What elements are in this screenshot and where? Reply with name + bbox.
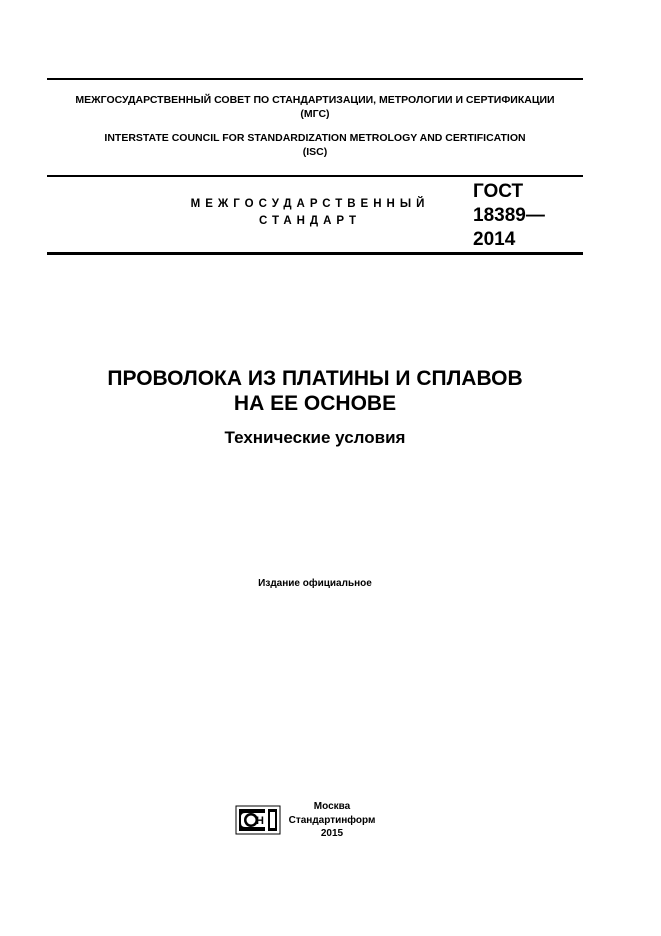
middle-rule — [47, 175, 583, 177]
bottom-rule — [47, 252, 583, 255]
document-title-line2: НА ЕЕ ОСНОВЕ — [233, 392, 397, 415]
edition-label: Издание официальное — [258, 578, 372, 589]
designation-prefix: ГОСТ — [473, 181, 524, 202]
document-title — [47, 366, 583, 416]
top-rule — [47, 78, 583, 80]
standard-designation — [473, 180, 545, 252]
svg-text:Н: Н — [256, 815, 264, 827]
standard-type-line1: МЕЖГОСУДАРСТВЕННЫЙ — [190, 198, 430, 210]
council-name-en-line: INTERSTATE COUNCIL FOR STANDARDIZATION METROLOGY AND CERTIFICATION — [104, 132, 526, 144]
council-name-ru — [47, 93, 583, 121]
council-name-en — [47, 131, 583, 159]
council-abbr-ru: (МГС) — [300, 108, 330, 120]
publication-year: 2015 — [320, 828, 344, 839]
document-subtitle: Технические условия — [224, 428, 406, 447]
designation-year: 2014 — [473, 229, 516, 250]
council-name-ru-line: МЕЖГОСУДАРСТВЕННЫЙ СОВЕТ ПО СТАНДАРТИЗАЦИИ, МЕТРОЛОГИИ И СЕРТИФИКАЦИИ — [75, 94, 555, 106]
standard-type-line2: СТАНДАРТ — [259, 215, 361, 227]
publisher-name: Стандартинформ — [288, 814, 376, 826]
designation-number: 18389— — [473, 205, 545, 226]
publisher-imprint — [282, 800, 382, 841]
publisher-city: Москва — [313, 801, 351, 812]
council-abbr-en: (ISC) — [302, 146, 328, 158]
standard-type — [150, 196, 470, 230]
document-title-line1: ПРОВОЛОКА ИЗ ПЛАТИНЫ И СПЛАВОВ — [107, 367, 523, 390]
standartinform-logo-icon — [235, 805, 281, 835]
